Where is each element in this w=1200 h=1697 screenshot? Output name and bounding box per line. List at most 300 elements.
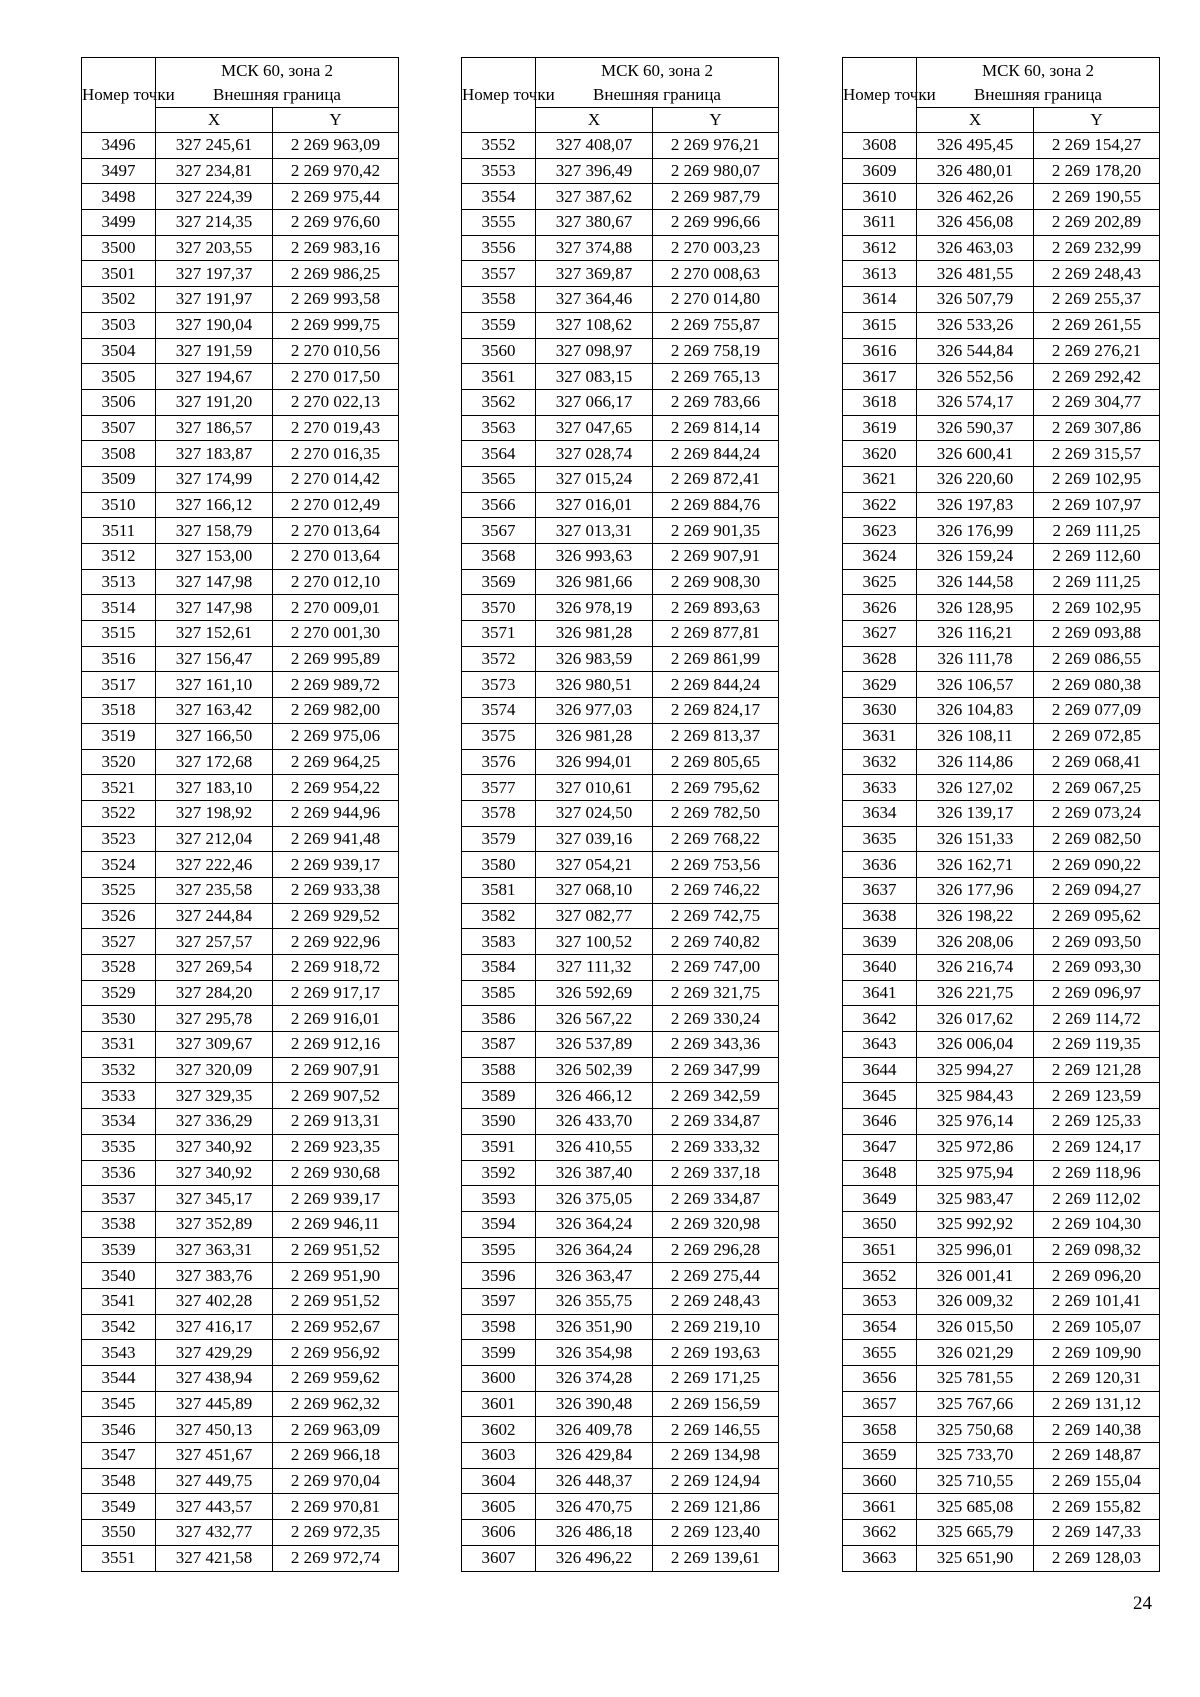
point-number-cell: 3614	[843, 287, 917, 313]
x-coordinate-cell: 326 567,22	[536, 1006, 653, 1032]
y-coordinate-cell: 2 269 995,89	[273, 646, 399, 672]
y-coordinate-cell: 2 269 742,75	[653, 903, 779, 929]
x-coordinate-cell: 327 295,78	[156, 1006, 273, 1032]
point-number-cell: 3593	[462, 1186, 536, 1212]
y-coordinate-cell: 2 269 956,92	[273, 1340, 399, 1366]
point-number-cell: 3589	[462, 1083, 536, 1109]
point-number-cell: 3596	[462, 1263, 536, 1289]
y-coordinate-cell: 2 270 016,35	[273, 441, 399, 467]
y-coordinate-cell: 2 269 114,72	[1034, 1006, 1160, 1032]
point-number-header: Номер точки	[82, 58, 156, 133]
point-number-cell: 3510	[82, 492, 156, 518]
x-coordinate-cell: 326 481,55	[917, 261, 1034, 287]
x-coordinate-cell: 327 153,00	[156, 544, 273, 570]
x-coordinate-cell: 327 429,29	[156, 1340, 273, 1366]
point-number-cell: 3532	[82, 1057, 156, 1083]
y-coordinate-cell: 2 269 102,95	[1034, 466, 1160, 492]
table-row	[462, 1109, 779, 1135]
table-row	[82, 1032, 399, 1058]
table-row	[462, 441, 779, 467]
table-row	[843, 1391, 1160, 1417]
table-row	[82, 492, 399, 518]
y-coordinate-cell: 2 270 001,30	[273, 621, 399, 647]
point-number-cell: 3662	[843, 1520, 917, 1546]
x-coordinate-cell: 327 191,59	[156, 338, 273, 364]
point-number-cell: 3537	[82, 1186, 156, 1212]
point-number-cell: 3550	[82, 1520, 156, 1546]
y-coordinate-cell: 2 269 342,59	[653, 1083, 779, 1109]
point-number-cell: 3521	[82, 775, 156, 801]
y-coordinate-cell: 2 269 090,22	[1034, 852, 1160, 878]
table-row	[843, 1057, 1160, 1083]
y-coordinate-cell: 2 269 907,52	[273, 1083, 399, 1109]
point-number-cell: 3565	[462, 466, 536, 492]
table-row	[82, 466, 399, 492]
x-coordinate-cell: 326 463,03	[917, 235, 1034, 261]
point-number-cell: 3525	[82, 877, 156, 903]
coordinate-table	[461, 57, 779, 1572]
y-header: Y	[1034, 108, 1160, 133]
x-coordinate-cell: 327 336,29	[156, 1109, 273, 1135]
point-number-cell: 3635	[843, 826, 917, 852]
table-row	[843, 389, 1160, 415]
table-row	[843, 1417, 1160, 1443]
y-coordinate-cell: 2 270 012,49	[273, 492, 399, 518]
x-coordinate-cell: 327 183,10	[156, 775, 273, 801]
y-coordinate-cell: 2 269 975,44	[273, 184, 399, 210]
point-number-cell: 3632	[843, 749, 917, 775]
y-coordinate-cell: 2 269 972,35	[273, 1520, 399, 1546]
table-row	[82, 210, 399, 236]
y-coordinate-cell: 2 269 753,56	[653, 852, 779, 878]
point-number-cell: 3539	[82, 1237, 156, 1263]
y-header: Y	[653, 108, 779, 133]
x-coordinate-cell: 327 352,89	[156, 1211, 273, 1237]
x-coordinate-cell: 327 024,50	[536, 800, 653, 826]
x-coordinate-cell: 326 466,12	[536, 1083, 653, 1109]
x-coordinate-cell: 326 127,02	[917, 775, 1034, 801]
y-coordinate-cell: 2 269 980,07	[653, 158, 779, 184]
point-number-cell: 3538	[82, 1211, 156, 1237]
x-coordinate-cell: 327 183,87	[156, 441, 273, 467]
y-coordinate-cell: 2 269 917,17	[273, 980, 399, 1006]
y-coordinate-cell: 2 269 261,55	[1034, 312, 1160, 338]
x-coordinate-cell: 327 445,89	[156, 1391, 273, 1417]
point-number-cell: 3646	[843, 1109, 917, 1135]
y-coordinate-cell: 2 269 296,28	[653, 1237, 779, 1263]
point-number-cell: 3571	[462, 621, 536, 647]
point-number-cell: 3499	[82, 210, 156, 236]
table-row	[82, 1211, 399, 1237]
point-number-cell: 3507	[82, 415, 156, 441]
x-coordinate-cell: 327 416,17	[156, 1314, 273, 1340]
point-number-cell: 3594	[462, 1211, 536, 1237]
point-number-cell: 3602	[462, 1417, 536, 1443]
x-coordinate-cell: 326 220,60	[917, 466, 1034, 492]
table-row	[843, 1032, 1160, 1058]
x-coordinate-cell: 326 159,24	[917, 544, 1034, 570]
point-number-cell: 3533	[82, 1083, 156, 1109]
point-number-cell: 3603	[462, 1443, 536, 1469]
x-coordinate-cell: 326 592,69	[536, 980, 653, 1006]
point-number-cell: 3561	[462, 364, 536, 390]
point-number-cell: 3623	[843, 518, 917, 544]
point-number-cell: 3642	[843, 1006, 917, 1032]
y-coordinate-cell: 2 269 918,72	[273, 955, 399, 981]
x-coordinate-cell: 327 039,16	[536, 826, 653, 852]
y-coordinate-cell: 2 269 072,85	[1034, 723, 1160, 749]
y-coordinate-cell: 2 269 916,01	[273, 1006, 399, 1032]
y-coordinate-cell: 2 269 096,20	[1034, 1263, 1160, 1289]
table-row	[82, 775, 399, 801]
point-number-cell: 3557	[462, 261, 536, 287]
point-number-cell: 3608	[843, 133, 917, 159]
point-number-cell: 3615	[843, 312, 917, 338]
point-number-cell: 3658	[843, 1417, 917, 1443]
table-row	[462, 749, 779, 775]
x-coordinate-cell: 327 158,79	[156, 518, 273, 544]
x-coordinate-cell: 327 383,76	[156, 1263, 273, 1289]
table-row	[82, 1391, 399, 1417]
point-number-header: Номер точки	[462, 58, 536, 133]
x-coordinate-cell: 326 108,11	[917, 723, 1034, 749]
table-row	[462, 1366, 779, 1392]
point-number-cell: 3514	[82, 595, 156, 621]
y-coordinate-cell: 2 269 814,14	[653, 415, 779, 441]
point-number-cell: 3661	[843, 1494, 917, 1520]
x-coordinate-cell: 327 320,09	[156, 1057, 273, 1083]
point-number-cell: 3534	[82, 1109, 156, 1135]
y-coordinate-cell: 2 269 951,52	[273, 1288, 399, 1314]
x-coordinate-cell: 326 390,48	[536, 1391, 653, 1417]
x-coordinate-cell: 327 161,10	[156, 672, 273, 698]
y-coordinate-cell: 2 269 996,66	[653, 210, 779, 236]
point-number-cell: 3629	[843, 672, 917, 698]
table-row	[843, 646, 1160, 672]
point-number-cell: 3652	[843, 1263, 917, 1289]
table-row	[843, 1083, 1160, 1109]
y-coordinate-cell: 2 269 746,22	[653, 877, 779, 903]
x-coordinate-cell: 326 980,51	[536, 672, 653, 698]
x-coordinate-cell: 326 001,41	[917, 1263, 1034, 1289]
table-row	[462, 492, 779, 518]
x-coordinate-cell: 326 537,89	[536, 1032, 653, 1058]
table-row	[843, 1494, 1160, 1520]
point-number-cell: 3627	[843, 621, 917, 647]
x-coordinate-cell: 326 015,50	[917, 1314, 1034, 1340]
x-coordinate-cell: 326 387,40	[536, 1160, 653, 1186]
y-coordinate-cell: 2 269 155,04	[1034, 1468, 1160, 1494]
table-row	[843, 1340, 1160, 1366]
x-coordinate-cell: 327 156,47	[156, 646, 273, 672]
x-coordinate-cell: 327 028,74	[536, 441, 653, 467]
table-row	[843, 415, 1160, 441]
x-coordinate-cell: 326 410,55	[536, 1134, 653, 1160]
y-coordinate-cell: 2 269 139,61	[653, 1545, 779, 1571]
x-coordinate-cell: 327 451,67	[156, 1443, 273, 1469]
point-number-cell: 3655	[843, 1340, 917, 1366]
point-number-cell: 3545	[82, 1391, 156, 1417]
y-coordinate-cell: 2 269 094,27	[1034, 877, 1160, 903]
y-coordinate-cell: 2 269 755,87	[653, 312, 779, 338]
table-body	[843, 133, 1160, 1572]
table-row	[82, 287, 399, 313]
table-row	[82, 518, 399, 544]
y-coordinate-cell: 2 269 747,00	[653, 955, 779, 981]
table-row	[462, 646, 779, 672]
table-row	[843, 158, 1160, 184]
table-row	[82, 1160, 399, 1186]
table-row	[462, 1083, 779, 1109]
table-row	[843, 466, 1160, 492]
x-coordinate-cell: 327 203,55	[156, 235, 273, 261]
x-coordinate-cell: 326 993,63	[536, 544, 653, 570]
x-coordinate-cell: 327 108,62	[536, 312, 653, 338]
table-body	[462, 133, 779, 1572]
point-number-cell: 3562	[462, 389, 536, 415]
x-coordinate-cell: 327 374,88	[536, 235, 653, 261]
x-coordinate-cell: 327 054,21	[536, 852, 653, 878]
point-number-cell: 3520	[82, 749, 156, 775]
x-coordinate-cell: 327 269,54	[156, 955, 273, 981]
point-number-cell: 3573	[462, 672, 536, 698]
y-coordinate-cell: 2 270 019,43	[273, 415, 399, 441]
point-number-cell: 3585	[462, 980, 536, 1006]
table-row	[462, 158, 779, 184]
y-coordinate-cell: 2 269 095,62	[1034, 903, 1160, 929]
table-row	[462, 903, 779, 929]
x-coordinate-cell: 325 767,66	[917, 1391, 1034, 1417]
x-coordinate-cell: 325 992,92	[917, 1211, 1034, 1237]
y-coordinate-cell: 2 269 131,12	[1034, 1391, 1160, 1417]
x-coordinate-cell: 327 387,62	[536, 184, 653, 210]
table-row	[462, 1186, 779, 1212]
x-coordinate-cell: 327 047,65	[536, 415, 653, 441]
y-coordinate-cell: 2 269 951,90	[273, 1263, 399, 1289]
y-coordinate-cell: 2 269 193,63	[653, 1340, 779, 1366]
point-number-cell: 3609	[843, 158, 917, 184]
point-number-cell: 3604	[462, 1468, 536, 1494]
x-coordinate-cell: 327 224,39	[156, 184, 273, 210]
x-coordinate-cell: 327 166,12	[156, 492, 273, 518]
point-number-cell: 3643	[843, 1032, 917, 1058]
point-number-cell: 3555	[462, 210, 536, 236]
table-row	[82, 646, 399, 672]
y-coordinate-cell: 2 269 067,25	[1034, 775, 1160, 801]
table-body	[82, 133, 399, 1572]
x-coordinate-cell: 326 448,37	[536, 1468, 653, 1494]
y-coordinate-cell: 2 269 893,63	[653, 595, 779, 621]
y-coordinate-cell: 2 269 112,60	[1034, 544, 1160, 570]
y-coordinate-cell: 2 269 989,72	[273, 672, 399, 698]
y-coordinate-cell: 2 269 844,24	[653, 672, 779, 698]
x-coordinate-cell: 325 983,47	[917, 1186, 1034, 1212]
point-number-cell: 3624	[843, 544, 917, 570]
table-row	[82, 415, 399, 441]
table-row	[843, 1443, 1160, 1469]
table-row	[843, 544, 1160, 570]
y-coordinate-cell: 2 269 171,25	[653, 1366, 779, 1392]
y-coordinate-cell: 2 270 022,13	[273, 389, 399, 415]
point-number-cell: 3640	[843, 955, 917, 981]
x-coordinate-cell: 327 152,61	[156, 621, 273, 647]
x-coordinate-cell: 326 021,29	[917, 1340, 1034, 1366]
system-label: МСК 60, зона 2	[981, 60, 1095, 80]
y-coordinate-cell: 2 269 219,10	[653, 1314, 779, 1340]
y-coordinate-cell: 2 269 964,25	[273, 749, 399, 775]
point-number-cell: 3647	[843, 1134, 917, 1160]
y-coordinate-cell: 2 269 912,16	[273, 1032, 399, 1058]
y-coordinate-cell: 2 269 951,52	[273, 1237, 399, 1263]
y-coordinate-cell: 2 269 321,75	[653, 980, 779, 1006]
x-coordinate-cell: 326 364,24	[536, 1237, 653, 1263]
point-number-cell: 3613	[843, 261, 917, 287]
y-coordinate-cell: 2 270 014,80	[653, 287, 779, 313]
y-coordinate-cell: 2 269 111,25	[1034, 518, 1160, 544]
table-row	[843, 1263, 1160, 1289]
coordinate-table	[842, 57, 1160, 1572]
table-row	[82, 1520, 399, 1546]
x-coordinate-cell: 326 978,19	[536, 595, 653, 621]
y-coordinate-cell: 2 269 963,09	[273, 133, 399, 159]
table-row	[82, 1366, 399, 1392]
x-header: X	[536, 108, 653, 133]
point-number-cell: 3592	[462, 1160, 536, 1186]
x-coordinate-cell: 326 507,79	[917, 287, 1034, 313]
y-coordinate-cell: 2 269 077,09	[1034, 698, 1160, 724]
point-number-cell: 3526	[82, 903, 156, 929]
point-number-cell: 3636	[843, 852, 917, 878]
table-row	[843, 1237, 1160, 1263]
point-number-cell: 3552	[462, 133, 536, 159]
point-number-cell: 3529	[82, 980, 156, 1006]
y-coordinate-cell: 2 269 954,22	[273, 775, 399, 801]
point-number-cell: 3653	[843, 1288, 917, 1314]
point-number-cell: 3540	[82, 1263, 156, 1289]
table-row	[462, 1520, 779, 1546]
point-number-cell: 3598	[462, 1314, 536, 1340]
table-row	[843, 261, 1160, 287]
y-coordinate-cell: 2 269 147,33	[1034, 1520, 1160, 1546]
point-number-cell: 3501	[82, 261, 156, 287]
table-row	[843, 210, 1160, 236]
y-coordinate-cell: 2 269 337,18	[653, 1160, 779, 1186]
point-number-cell: 3599	[462, 1340, 536, 1366]
table-row	[843, 723, 1160, 749]
y-coordinate-cell: 2 269 111,25	[1034, 569, 1160, 595]
table-row	[843, 184, 1160, 210]
table-row	[462, 389, 779, 415]
x-coordinate-cell: 325 750,68	[917, 1417, 1034, 1443]
table-row	[82, 569, 399, 595]
table-row	[82, 1545, 399, 1571]
y-coordinate-cell: 2 269 930,68	[273, 1160, 399, 1186]
table-row	[462, 261, 779, 287]
x-coordinate-cell: 327 082,77	[536, 903, 653, 929]
x-coordinate-cell: 327 194,67	[156, 364, 273, 390]
x-coordinate-cell: 327 345,17	[156, 1186, 273, 1212]
point-number-cell: 3502	[82, 287, 156, 313]
table-row	[843, 877, 1160, 903]
y-coordinate-cell: 2 269 086,55	[1034, 646, 1160, 672]
point-number-cell: 3498	[82, 184, 156, 210]
point-number-cell: 3568	[462, 544, 536, 570]
table-row	[462, 698, 779, 724]
y-coordinate-cell: 2 269 946,11	[273, 1211, 399, 1237]
point-number-cell: 3553	[462, 158, 536, 184]
x-coordinate-cell: 325 994,27	[917, 1057, 1034, 1083]
y-coordinate-cell: 2 269 758,19	[653, 338, 779, 364]
table-row	[843, 672, 1160, 698]
y-coordinate-cell: 2 269 975,06	[273, 723, 399, 749]
table-row	[462, 544, 779, 570]
y-coordinate-cell: 2 269 292,42	[1034, 364, 1160, 390]
x-coordinate-cell: 327 222,46	[156, 852, 273, 878]
y-coordinate-cell: 2 269 824,17	[653, 698, 779, 724]
table-row	[843, 595, 1160, 621]
y-coordinate-cell: 2 269 068,41	[1034, 749, 1160, 775]
y-coordinate-cell: 2 269 959,62	[273, 1366, 399, 1392]
y-coordinate-cell: 2 269 922,96	[273, 929, 399, 955]
x-coordinate-cell: 327 450,13	[156, 1417, 273, 1443]
y-coordinate-cell: 2 269 112,02	[1034, 1186, 1160, 1212]
table-row	[82, 1443, 399, 1469]
x-coordinate-cell: 327 257,57	[156, 929, 273, 955]
point-number-cell: 3659	[843, 1443, 917, 1469]
table-row	[462, 466, 779, 492]
y-coordinate-cell: 2 269 941,48	[273, 826, 399, 852]
table-row	[462, 775, 779, 801]
x-coordinate-cell: 326 375,05	[536, 1186, 653, 1212]
x-coordinate-cell: 327 244,84	[156, 903, 273, 929]
point-number-cell: 3639	[843, 929, 917, 955]
system-header	[536, 58, 779, 108]
y-coordinate-cell: 2 269 121,86	[653, 1494, 779, 1520]
y-coordinate-cell: 2 270 003,23	[653, 235, 779, 261]
table-row	[82, 1288, 399, 1314]
point-number-cell: 3622	[843, 492, 917, 518]
table-row	[82, 1083, 399, 1109]
table-row	[462, 1494, 779, 1520]
table-row	[843, 903, 1160, 929]
y-coordinate-cell: 2 269 248,43	[653, 1288, 779, 1314]
point-number-cell: 3657	[843, 1391, 917, 1417]
x-coordinate-cell: 327 190,04	[156, 312, 273, 338]
x-coordinate-cell: 327 191,20	[156, 389, 273, 415]
table-row	[462, 621, 779, 647]
x-coordinate-cell: 327 083,15	[536, 364, 653, 390]
x-coordinate-cell: 327 369,87	[536, 261, 653, 287]
table-row	[843, 955, 1160, 981]
y-coordinate-cell: 2 269 976,21	[653, 133, 779, 159]
x-coordinate-cell: 326 363,47	[536, 1263, 653, 1289]
system-label: МСК 60, зона 2	[600, 60, 714, 80]
y-coordinate-cell: 2 269 124,17	[1034, 1134, 1160, 1160]
x-coordinate-cell: 326 470,75	[536, 1494, 653, 1520]
x-coordinate-cell: 327 198,92	[156, 800, 273, 826]
y-coordinate-cell: 2 269 939,17	[273, 1186, 399, 1212]
point-number-cell: 3548	[82, 1468, 156, 1494]
y-coordinate-cell: 2 269 768,22	[653, 826, 779, 852]
x-coordinate-cell: 326 221,75	[917, 980, 1034, 1006]
point-number-cell: 3544	[82, 1366, 156, 1392]
x-coordinate-cell: 326 351,90	[536, 1314, 653, 1340]
table-row	[462, 595, 779, 621]
y-coordinate-cell: 2 269 795,62	[653, 775, 779, 801]
point-number-cell: 3497	[82, 158, 156, 184]
x-coordinate-cell: 326 151,33	[917, 826, 1034, 852]
y-coordinate-cell: 2 269 156,59	[653, 1391, 779, 1417]
